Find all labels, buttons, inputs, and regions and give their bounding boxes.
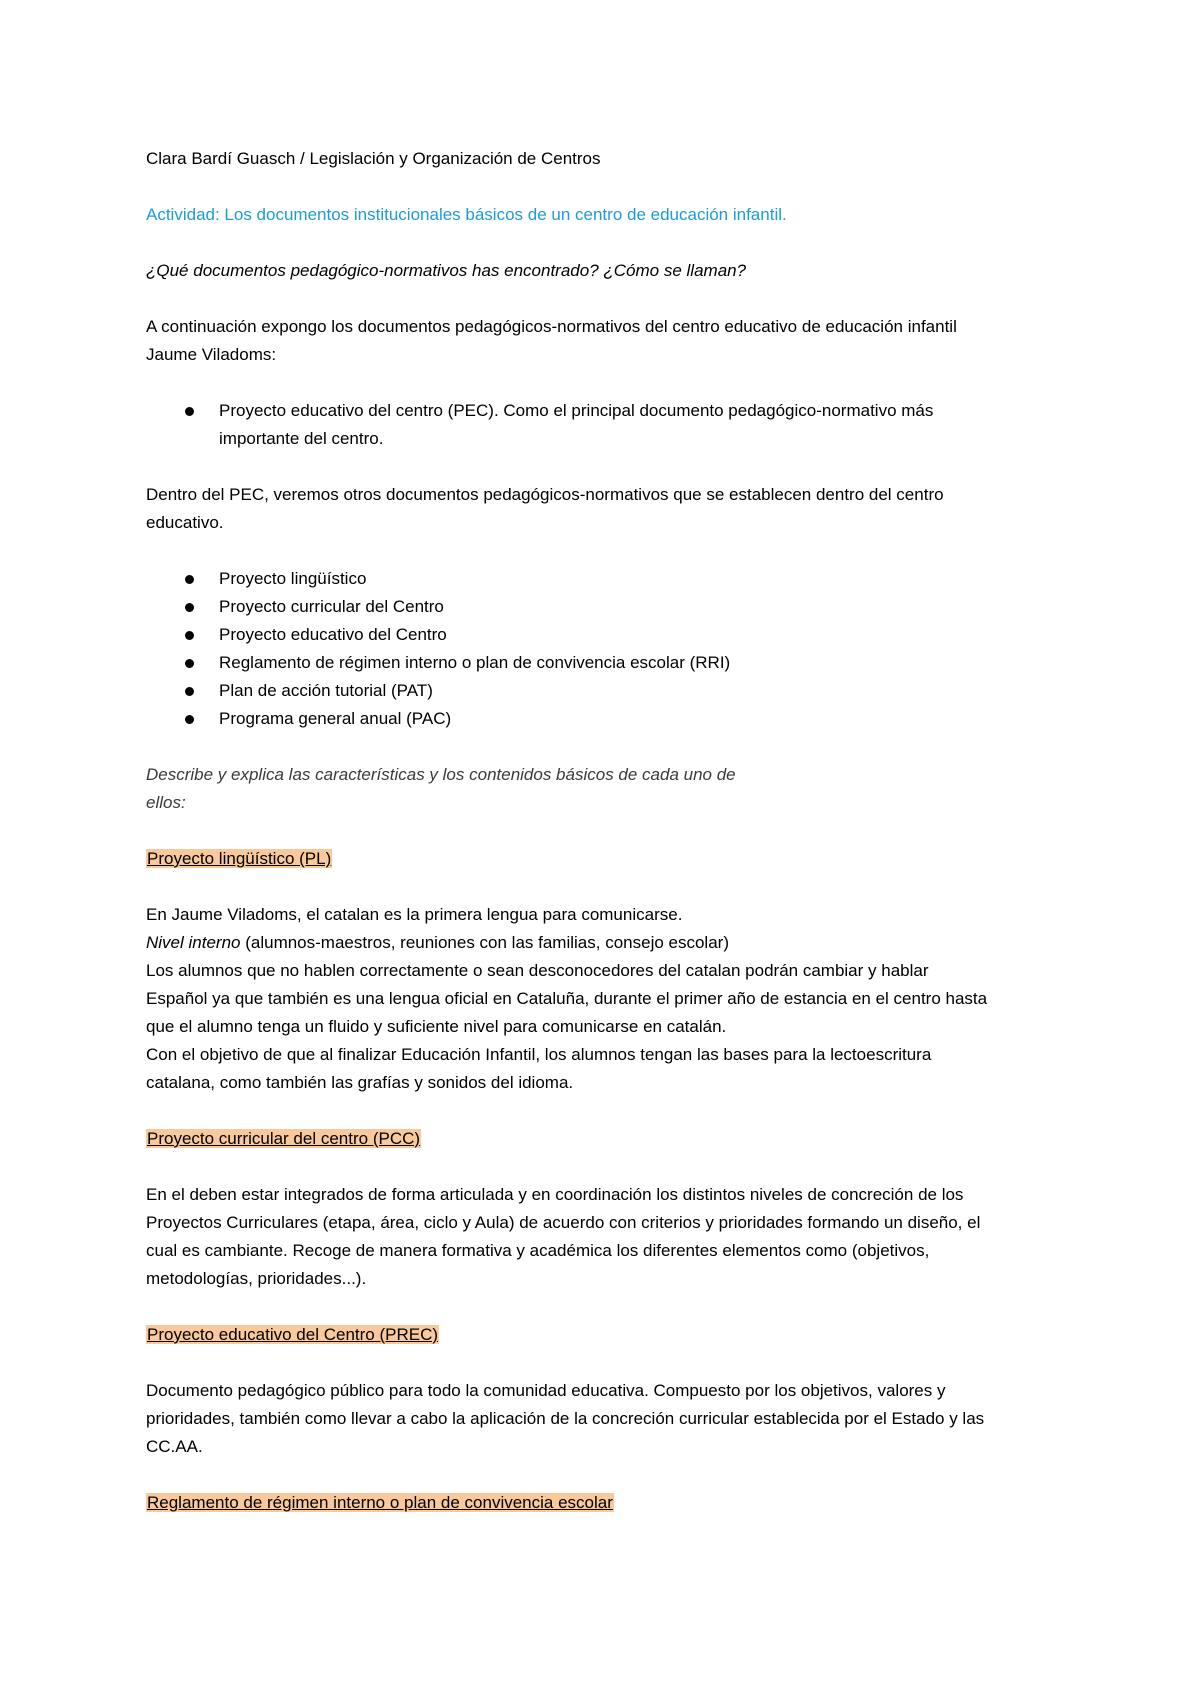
bullet-dot-icon <box>185 659 194 668</box>
list-item-text: Proyecto curricular del Centro <box>219 597 444 616</box>
section-body-pcc <box>146 1181 1066 1293</box>
section-body-pl <box>146 901 1066 1097</box>
section-heading-pl <box>146 845 1066 873</box>
paragraph-line <box>146 929 1066 957</box>
list-item <box>146 621 1066 649</box>
paragraph-line: Español ya que también es una lengua oficial en Cataluña, durante el primer año de estancia en el centro hasta <box>146 989 988 1008</box>
pec-intro-line: educativo. <box>146 513 224 532</box>
paragraph-line: metodologías, prioridades...). <box>146 1269 367 1288</box>
paragraph-line: Con el objetivo de que al finalizar Educación Infantil, los alumnos tengan las bases para la lectoescritura <box>146 1045 932 1064</box>
list-item <box>146 565 1066 593</box>
paragraph-line: cual es cambiante. Recoge de manera formativa y académica los diferentes elementos como (objetivos, <box>146 1241 930 1260</box>
intro-paragraph <box>146 313 1066 369</box>
main-bullet-list <box>146 397 1066 453</box>
document-body <box>146 145 1066 1517</box>
bullet-dot-icon <box>185 715 194 724</box>
question-line: Describe y explica las características y los contenidos básicos de cada uno de <box>146 765 736 784</box>
list-item <box>146 593 1066 621</box>
question-describe <box>146 761 1066 817</box>
list-item <box>146 397 1066 453</box>
bullet-dot-icon <box>185 631 194 640</box>
paragraph-line: Proyectos Curriculares (etapa, área, ciclo y Aula) de acuerdo con criterios y prioridades formando un diseño, el <box>146 1213 981 1232</box>
bullet-dot-icon <box>185 603 194 612</box>
heading-text: Reglamento de régimen interno o plan de convivencia escolar <box>147 1493 613 1512</box>
list-item <box>146 705 1066 733</box>
bullet-dot-icon <box>185 575 194 584</box>
section-heading-pcc <box>146 1125 1066 1153</box>
list-item-text: Reglamento de régimen interno o plan de convivencia escolar (RRI) <box>219 653 731 672</box>
intro-line: A continuación expongo los documentos pedagógicos-normativos del centro educativo de educación infantil <box>146 317 957 336</box>
list-item-text: Proyecto educativo del centro (PEC). Como el principal documento pedagógico-normativo más <box>219 401 934 420</box>
list-item-text: importante del centro. <box>219 429 384 448</box>
paragraph-line: catalana, como también las grafías y sonidos del idioma. <box>146 1073 574 1092</box>
paragraph-line: En el deben estar integrados de forma articulada y en coordinación los distintos niveles de concreción de los <box>146 1185 964 1204</box>
question-documents: ¿Qué documentos pedagógico-normativos has encontrado? ¿Cómo se llaman? <box>146 261 747 280</box>
section-heading-prec <box>146 1321 1066 1349</box>
list-item-text: Programa general anual (PAC) <box>219 709 452 728</box>
list-item-text: Proyecto educativo del Centro <box>219 625 447 644</box>
section-heading-rri <box>146 1489 1066 1517</box>
list-item <box>146 649 1066 677</box>
list-item-text: Plan de acción tutorial (PAT) <box>219 681 433 700</box>
paragraph-line: En Jaume Viladoms, el catalan es la primera lengua para comunicarse. <box>146 905 683 924</box>
bullet-dot-icon <box>185 407 194 416</box>
pec-intro-paragraph <box>146 481 1066 537</box>
paragraph-line: CC.AA. <box>146 1437 203 1456</box>
paragraph-line: Documento pedagógico público para todo la comunidad educativa. Compuesto por los objetivos, valores y <box>146 1381 946 1400</box>
paragraph-line: prioridades, también como llevar a cabo la aplicación de la concreción curricular establecida por el Estado y las <box>146 1409 985 1428</box>
paragraph-line: Los alumnos que no hablen correctamente o sean desconocedores del catalan podrán cambiar y hablar <box>146 961 929 980</box>
bullet-dot-icon <box>185 687 194 696</box>
paragraph-text: (alumnos-maestros, reuniones con las familias, consejo escolar) <box>240 933 729 952</box>
document-list <box>146 565 1066 733</box>
intro-line: Jaume Viladoms: <box>146 345 277 364</box>
italic-term: Nivel interno <box>146 933 241 952</box>
heading-text: Proyecto educativo del Centro (PREC) <box>147 1325 439 1344</box>
list-item <box>146 677 1066 705</box>
section-body-prec <box>146 1377 1066 1461</box>
heading-text: Proyecto lingüístico (PL) <box>147 849 332 868</box>
heading-text: Proyecto curricular del centro (PCC) <box>147 1129 421 1148</box>
list-item-text: Proyecto lingüístico <box>219 569 367 588</box>
paragraph-line: que el alumno tenga un fluido y suficiente nivel para comunicarse en catalán. <box>146 1017 727 1036</box>
author-line: Clara Bardí Guasch / Legislación y Organización de Centros <box>146 149 601 168</box>
activity-title: Actividad: Los documentos institucionales básicos de un centro de educación infantil. <box>146 205 787 224</box>
pec-intro-line: Dentro del PEC, veremos otros documentos pedagógicos-normativos que se establecen dentro del centro <box>146 485 944 504</box>
question-line: ellos: <box>146 793 186 812</box>
